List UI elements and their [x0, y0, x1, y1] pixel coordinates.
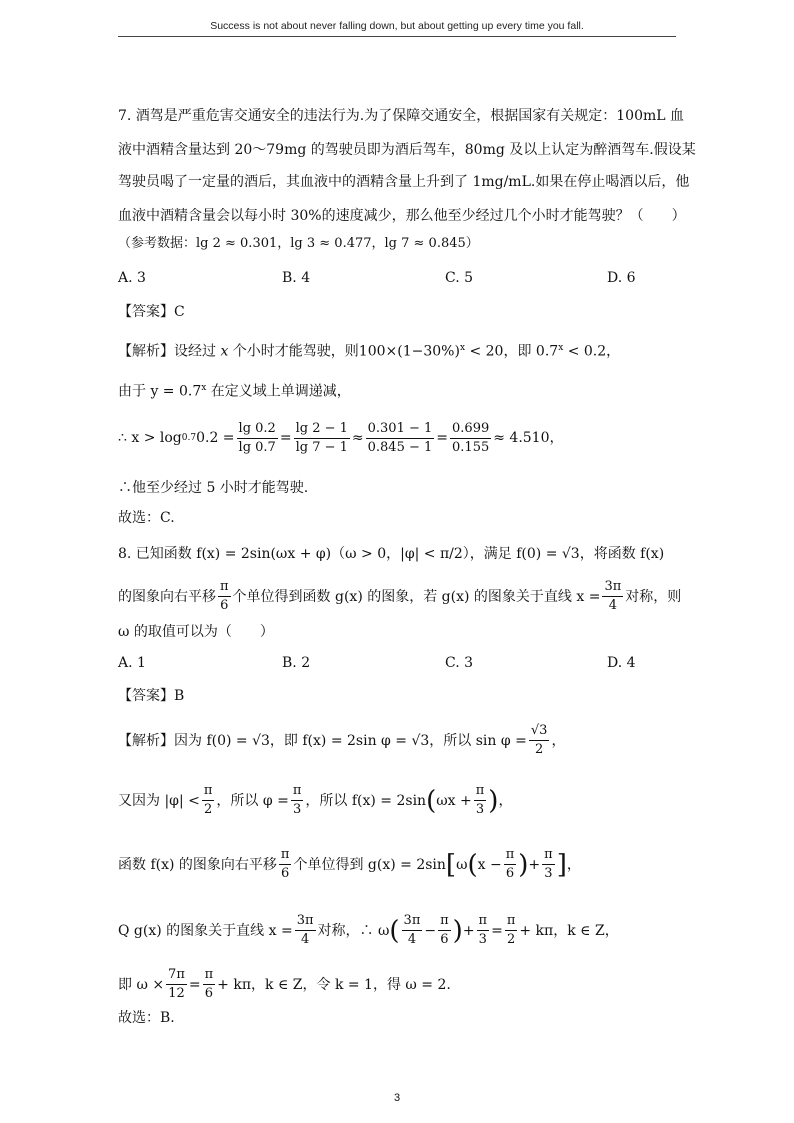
- q8-a4-num-4: π: [477, 912, 490, 931]
- q8-a4-den-1: 4: [300, 932, 310, 947]
- q7-reference-data: （参考数据：lg 2 ≈ 0.301，lg 3 ≈ 0.477，lg 7 ≈ 0.845）: [118, 236, 479, 251]
- q7-monotone-text: 由于 y = 0.7: [118, 383, 202, 400]
- q7-var-x: x: [216, 343, 233, 360]
- q8-a5-frac-1: [166, 966, 187, 1003]
- q7-inequality: 100×(1−30%): [358, 343, 460, 360]
- q8-a4-den-4: 3: [478, 932, 487, 947]
- q7-inequality-rest: < 20，即 0.7: [465, 343, 559, 360]
- page-header-motto: Success is not about never falling down, but about getting up every time you fall.: [210, 20, 584, 32]
- q8-a5-end: + kπ，k ∈ Z，令 k = 1，得 ω = 2.: [217, 976, 451, 993]
- q8-a4-frac-3: [438, 912, 451, 949]
- q7-analysis-head: 【解析】设经过: [118, 343, 216, 360]
- q8-a3-bracket-open: [: [445, 849, 457, 880]
- q7-answer: 【答案】C: [118, 304, 185, 320]
- q8-a4-den-5: 2: [506, 932, 516, 947]
- q7-frac-4-num: 0.699: [450, 420, 491, 439]
- q7-option-b: B. 4: [282, 270, 311, 286]
- q8-a2-num-1: π: [202, 782, 215, 801]
- q8-a4-paren-open: (: [389, 915, 400, 946]
- q7-frac-3-num: 0.301 − 1: [366, 420, 435, 439]
- q7-eq-1: =: [279, 430, 292, 446]
- q7-exp-2: x: [558, 343, 564, 353]
- q8-a1-frac: [529, 722, 550, 759]
- q8-a5-den-1: 12: [168, 986, 185, 1001]
- q8-a4-b: 对称，∴ ω: [317, 922, 390, 939]
- q8-a4-frac-1: [295, 912, 316, 949]
- q8-analysis-line-5: [118, 966, 451, 1003]
- q8-a4-eq: =: [491, 922, 503, 939]
- q8-analysis-line-4: [118, 912, 619, 949]
- q8-a3-paren-close: ): [518, 849, 529, 880]
- q7-monotone-exp: x: [201, 383, 207, 393]
- q8-a5-num-1: 7π: [166, 966, 187, 985]
- q7-line-2: 液中酒精含量达到 20～79mg 的驾驶员即为酒后驾车，80mg 及以上认定为醉酒驾车.假设某: [118, 142, 696, 158]
- q7-frac-4: [450, 420, 491, 457]
- q8-a3-frac-2: [504, 846, 517, 883]
- q8-a4-plus: +: [462, 922, 475, 939]
- q8-a2-c: ，所以 f(x) = 2sin: [305, 792, 427, 809]
- q7-frac-2: [294, 420, 350, 457]
- q7-analysis-line-3: [118, 418, 564, 458]
- header-rule: [118, 36, 676, 37]
- q7-line-3: 驾驶员喝了一定量的酒后，其血液中的酒精含量上升到了 1mg/mL.如果在停止喝酒以后，他: [118, 174, 690, 190]
- q8-a3-c: ω: [456, 856, 468, 873]
- q7-option-d: D. 6: [607, 270, 636, 286]
- q8-line-2-c: 对称，则: [625, 588, 682, 605]
- q8-a4-num-1: 3π: [295, 912, 316, 931]
- q8-a3-e: +: [528, 856, 541, 873]
- q8-a5-den-2: 6: [204, 986, 214, 1001]
- q8-a3-num-3: π: [542, 846, 555, 865]
- q8-shift-den: 6: [220, 598, 229, 613]
- q8-a2-num-2: π: [291, 782, 304, 801]
- q8-analysis-line-3: [118, 846, 581, 883]
- q8-a4-frac-2: [402, 912, 423, 949]
- q8-a3-num-2: π: [504, 846, 517, 865]
- q8-choose: 故选：B.: [118, 1010, 175, 1026]
- q7-log-base: 0.7: [181, 433, 197, 443]
- q8-analysis-line-1: [118, 722, 565, 759]
- q8-line-2-b: 个单位得到函数 g(x) 的图象，若 g(x) 的图象关于直线 x =: [232, 588, 601, 605]
- q8-line-2-a: 的图象向右平移: [118, 588, 216, 605]
- q8-a2-end: ，: [498, 792, 513, 809]
- q8-a2-text: 又因为 |φ| <: [118, 792, 200, 809]
- q8-a2-b: ，所以 φ =: [216, 792, 289, 809]
- q7-line-4: 血液中酒精含量会以每小时 30%的速度减少，那么他至少经过几个小时才能驾驶？（ ）: [118, 208, 686, 224]
- q7-option-a: A. 3: [118, 270, 146, 286]
- q8-analysis-line-2: [118, 782, 512, 819]
- q7-frac-3-den: 0.845 − 1: [367, 439, 433, 455]
- q8-a3-paren-open: (: [467, 849, 478, 880]
- q7-frac-1-den: lg 0.7: [238, 439, 276, 455]
- q7-frac-1-num: lg 0.2: [237, 420, 278, 439]
- q8-a3-den-1: 6: [281, 866, 290, 881]
- q8-a4-end: + kπ，k ∈ Z，: [519, 922, 619, 939]
- q7-conclusion: ∴他至少经过 5 小时才能驾驶.: [118, 480, 309, 496]
- q7-analysis-line-1: [118, 338, 620, 362]
- q8-a2-d: ωx +: [436, 792, 472, 809]
- q8-option-a: A. 1: [118, 655, 146, 671]
- page-number: 3: [393, 1092, 401, 1104]
- q8-option-d: D. 4: [607, 655, 636, 671]
- q8-a2-den-3: 3: [475, 802, 485, 817]
- q7-monotone-end: 在定义域上单调递减，: [206, 383, 351, 400]
- q8-a2-paren-close: ): [488, 785, 499, 816]
- q7-choose: 故选：C.: [118, 510, 175, 526]
- q8-option-c: C. 3: [445, 655, 474, 671]
- q8-a2-den-1: 2: [204, 802, 213, 817]
- q8-a2-frac-1: [202, 782, 215, 819]
- q8-a3-b: 个单位得到 g(x) = 2sin: [293, 856, 446, 873]
- q8-shift-frac: [218, 578, 231, 615]
- q7-eq-2: =: [436, 430, 449, 446]
- q8-a2-den-2: 3: [292, 802, 302, 817]
- q8-shift-num: π: [218, 578, 231, 597]
- q8-line-3: ω 的取值可以为（ ）: [118, 624, 274, 640]
- q8-a4-den-3: 6: [440, 932, 449, 947]
- q7-result: ≈ 4.510，: [493, 430, 564, 446]
- q8-a5-frac-2: [203, 966, 216, 1003]
- q8-a1-num: √3: [529, 722, 550, 741]
- q8-a4-den-2: 4: [407, 932, 417, 947]
- q8-a5-num-2: π: [203, 966, 216, 985]
- q8-a1-den: 2: [535, 742, 544, 757]
- q8-a3-bracket-close: ]: [556, 849, 567, 880]
- q7-frac-3: [366, 420, 435, 457]
- q7-analysis-mid: 个小时才能驾驶，则: [232, 343, 359, 360]
- q8-a3-frac-3: [542, 846, 555, 883]
- q8-a5-text: 即 ω ×: [118, 976, 165, 993]
- q8-a3-text: 函数 f(x) 的图象向右平移: [118, 856, 277, 873]
- q8-line-2: [118, 578, 681, 615]
- q8-a1-end: ，: [551, 732, 566, 749]
- q7-log-head: ∴ x > log: [118, 430, 182, 446]
- q8-a2-frac-3: [474, 782, 487, 819]
- q7-approx-1: ≈: [351, 430, 364, 446]
- q7-frac-1: [237, 420, 278, 457]
- q8-a4-num-5: π: [505, 912, 518, 931]
- q7-log-arg: 0.2 =: [196, 430, 235, 446]
- q8-axis-num: 3π: [602, 578, 623, 597]
- q8-a4-num-3: π: [438, 912, 451, 931]
- q8-line-1: 8. 已知函数 f(x) = 2sin(ωx + φ)（ω > 0，|φ| < π/2），满足 f(0) = √3，将函数 f(x): [118, 546, 665, 562]
- q7-option-c: C. 5: [445, 270, 474, 286]
- q8-a3-den-3: 3: [544, 866, 553, 881]
- q8-a2-paren-open: (: [426, 785, 437, 816]
- q8-a3-frac-1: [279, 846, 292, 883]
- q8-answer: 【答案】B: [118, 688, 185, 704]
- q8-a3-den-2: 6: [505, 866, 515, 881]
- q8-a3-num-1: π: [279, 846, 292, 865]
- q8-a3-d: x −: [477, 856, 502, 873]
- q7-exp: x: [459, 343, 466, 353]
- q8-a4-text: Q g(x) 的图象关于直线 x =: [118, 922, 293, 939]
- q7-line-1: 7. 酒驾是严重危害交通安全的违法行为.为了保障交通安全，根据国家有关规定：100mL 血: [118, 108, 684, 124]
- q8-a4-frac-4: [477, 912, 490, 949]
- q8-a4-frac-5: [505, 912, 518, 949]
- q8-a2-frac-2: [291, 782, 304, 819]
- q8-a4-minus: −: [424, 922, 437, 939]
- q8-a4-paren-close: ): [452, 915, 463, 946]
- q8-a4-num-2: 3π: [402, 912, 423, 931]
- q8-axis-frac: [602, 578, 623, 615]
- q8-axis-den: 4: [608, 598, 617, 613]
- q8-a3-end: ，: [566, 856, 581, 873]
- q7-frac-2-den: lg 7 − 1: [295, 439, 348, 455]
- q7-frac-4-den: 0.155: [452, 439, 490, 455]
- q8-a5-eq: =: [188, 976, 201, 993]
- q8-a1-text: 【解析】因为 f(0) = √3，即 f(x) = 2sin φ = √3，所以 sin φ =: [118, 732, 527, 749]
- q7-analysis-line-2: [118, 378, 351, 402]
- q7-frac-2-num: lg 2 − 1: [294, 420, 350, 439]
- q7-inequality-end: < 0.2，: [563, 343, 621, 360]
- q8-a2-num-3: π: [474, 782, 487, 801]
- q8-option-b: B. 2: [282, 655, 311, 671]
